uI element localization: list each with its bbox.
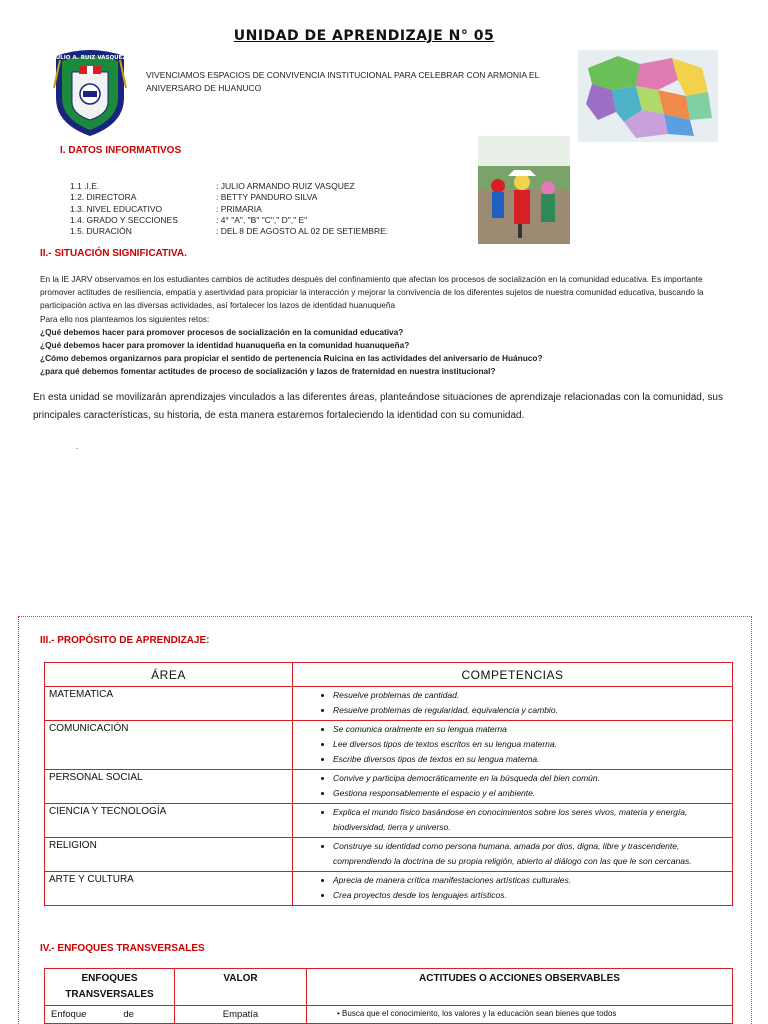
header-actitudes: ACTITUDES O ACCIONES OBSERVABLES [307, 969, 733, 1006]
competencia-item: • Construye su identidad como persona humana, amada por dios, digna, libre y trascendente, comprendiendo la doctrina de su propia religión, abierto al diálogo con las que le son cercanas. [333, 839, 728, 869]
region-map-image [578, 50, 718, 142]
document-title: UNIDAD DE APRENDIZAJE N° 05 [233, 28, 495, 44]
competencias-cell [293, 770, 733, 804]
area-cell: RELIGION [45, 838, 293, 872]
table-row [45, 1006, 733, 1024]
competencia-item: • Se comunica oralmente en su lengua materna [333, 722, 728, 737]
area-cell: MATEMATICA [45, 687, 293, 721]
situacion-paragraph: En la IE JARV observamos en los estudiantes cambios de actitudes después del confinamiento que afectan los procesos de socialización en la comunidad educativa. Es importante promover actitudes de resiliencia, empatía y asertividad para propiciar la interacción y mejorar la convivencia de los diferentes sujetos de nuestra comunidad educativa, buscando la participación activa en las diversas actividades, así fortalecer los lazos de identidad huanuqueña [40, 274, 704, 311]
section-heading-situacion: II.- SITUACIÓN SIGNIFICATIVA. [40, 248, 187, 259]
info-value: : DEL 8 DE AGOSTO AL 02 DE SETIEMBRE. [216, 226, 389, 237]
competencias-cell [293, 838, 733, 872]
info-key: 1.1 .I.E. [70, 181, 100, 191]
info-row [70, 215, 388, 226]
header-area: ÁREA [45, 663, 293, 687]
table-header-row [45, 663, 733, 687]
competencias-cell [293, 872, 733, 906]
info-value: : 4° "A", "B" "C"," D"," E" [216, 214, 308, 225]
actitud-text: Busca que el conocimiento, los valores y la educación sean bienes que todos [342, 1009, 617, 1018]
table-row [45, 687, 733, 721]
unit-subtitle: VIVENCIAMOS ESPACIOS DE CONVIVENCIA INSTITUCIONAL PARA CELEBRAR CON ARMONIA EL ANIVERSARO DE HUANUCO [146, 70, 539, 93]
reto-question: ¿para qué debemos fomentar actitudes de proceso de socialización y lazos de fraternidad en nuestra institucional? [40, 366, 496, 377]
table-row [45, 804, 733, 838]
info-key: 1.3. NIVEL EDUCATIVO [70, 203, 163, 214]
table-row [45, 838, 733, 872]
festival-dancers-photo [478, 136, 570, 244]
header-valor: VALOR [175, 969, 307, 1006]
competencia-item: • Crea proyectos desde los lenguajes artísticos. [333, 888, 728, 903]
competencias-cell [293, 721, 733, 770]
info-value: : JULIO ARMANDO RUIZ VASQUEZ [216, 181, 355, 191]
header-competencias: COMPETENCIAS [293, 663, 733, 687]
info-value: : BETTY PANDURO SILVA [216, 192, 318, 203]
area-cell: PERSONAL SOCIAL [45, 770, 293, 804]
info-key: 1.5. DURACIÓN [70, 226, 132, 237]
unit-description: En esta unidad se movilizarán aprendizajes vinculados a las diferentes áreas, planteándose situaciones de aprendizaje relacionadas con la comunidad, sus principales características, su historia, de esta manera estaremos fortaleciendo la identidad con su comunidad. [33, 392, 723, 421]
table-header-row [45, 969, 733, 1006]
info-row [70, 181, 388, 192]
competencia-item: • Resuelve problemas de regularidad, equivalencia y cambio. [333, 703, 728, 718]
competencia-item: • Gestiona responsablemente el espacio y el ambiente. [333, 786, 728, 801]
crest-lettering: JULIO A. RUIZ VASQUEZ [53, 55, 127, 61]
area-cell: COMUNICACIÓN [45, 721, 293, 770]
competencia-item: • Convive y participa democráticamente en la búsqueda del bien común. [333, 771, 728, 786]
section-heading-enfoques: IV.- ENFOQUES TRANSVERSALES [40, 943, 205, 954]
competencia-item: • Resuelve problemas de cantidad. [333, 688, 728, 703]
competencia-item: • Escribe diversos tipos de textos en su lengua materna. [333, 752, 728, 767]
competencia-item: • Aprecia de manera crítica manifestaciones artísticas culturales. [333, 873, 728, 888]
competencias-table [44, 662, 733, 906]
area-cell: ARTE Y CULTURA [45, 872, 293, 906]
competencias-cell [293, 687, 733, 721]
enfoques-table [44, 968, 733, 1024]
info-list [70, 181, 388, 237]
info-row [70, 192, 388, 203]
reto-question: ¿Qué debemos hacer para promover procesos de socialización en la comunidad educativa? [40, 326, 404, 337]
stray-dot: . [76, 442, 79, 451]
info-key: 1.4. GRADO Y SECCIONES [70, 214, 178, 225]
situacion-text [40, 273, 720, 379]
info-value: : PRIMARIA [216, 203, 262, 214]
competencia-item: • Explica el mundo físico basándose en conocimientos sobre los seres vivos, materia y energía, biodiversidad, tierra y universo. [333, 805, 728, 835]
table-row [45, 770, 733, 804]
retos-intro: Para ello nos planteamos los siguientes retos: [40, 313, 210, 324]
table-row [45, 721, 733, 770]
competencias-cell [293, 804, 733, 838]
school-crest-logo [50, 48, 130, 138]
reto-question: ¿Qué debemos hacer para promover la identidad huanuqueña en la comunidad huanuqueña? [40, 340, 410, 351]
actitudes-cell: • Busca que el conocimiento, los valores y la educación sean bienes que todos [307, 1006, 733, 1024]
header-enfoques: ENFOQUES TRANSVERSALES [45, 969, 175, 1006]
enfoque-cell: Enfoque de [45, 1006, 175, 1024]
info-row [70, 226, 388, 237]
valor-cell: Empatía [175, 1006, 307, 1024]
competencia-item: • Lee diversos tipos de textos escritos en su lengua materna. [333, 737, 728, 752]
section-heading-proposito: III.- PROPÓSITO DE APRENDIZAJE: [40, 635, 210, 646]
table-row [45, 872, 733, 906]
reto-question: ¿Cómo debemos organizarnos para propiciar el sentido de pertenencia Ruicina en las actividades del aniversario de Huánuco? [40, 353, 543, 364]
section-heading-datos: I. DATOS INFORMATIVOS [60, 145, 182, 156]
info-row [70, 204, 388, 215]
info-key: 1.2. DIRECTORA [70, 192, 137, 203]
area-cell: CIENCIA Y TECNOLOGÍA [45, 804, 293, 838]
